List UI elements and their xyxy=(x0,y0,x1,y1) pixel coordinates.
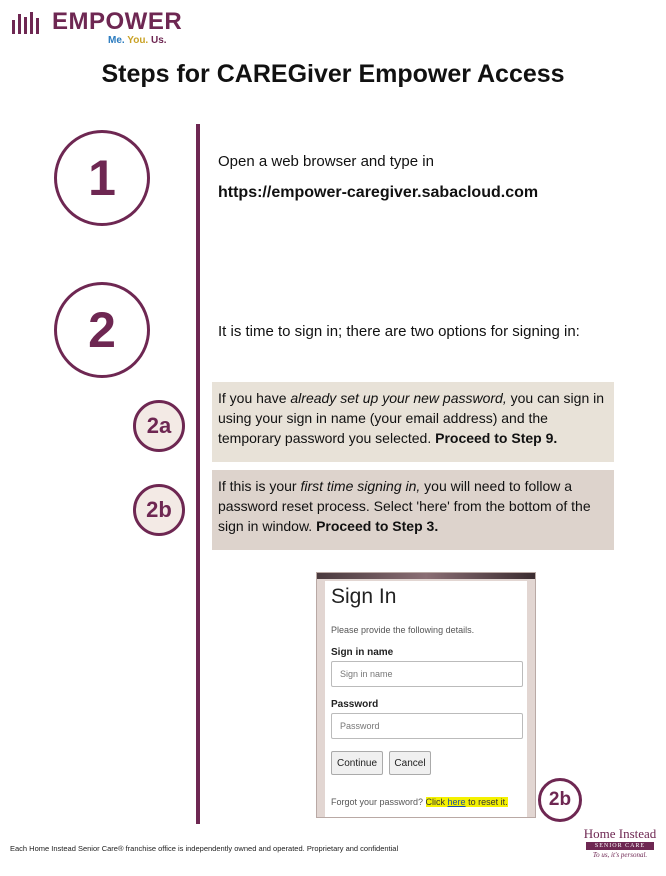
step-2b-box: If this is your first time signing in, you will need to follow a password reset process. Select 'here' from the bottom of the sign in window. Proceed to Step 3. xyxy=(212,470,614,550)
signin-2b-badge: 2b xyxy=(538,778,582,822)
step-2-instruction: It is time to sign in; there are two options for signing in: xyxy=(218,323,580,340)
step-2-badge: 2 xyxy=(54,282,150,378)
signin-title: Sign In xyxy=(331,585,397,608)
step-2a-box: If you have already set up your new password, you can sign in using your sign in name (your email address) and the temporary password you selected. Proceed to Step 9. xyxy=(212,382,614,462)
step-2a-badge: 2a xyxy=(133,400,185,452)
cancel-button[interactable]: Cancel xyxy=(389,751,431,775)
page-title: Steps for CAREGiver Empower Access xyxy=(101,60,565,88)
logo-word: EMPOWER xyxy=(52,8,183,35)
password-input[interactable]: Password xyxy=(331,713,523,739)
signin-panel xyxy=(325,581,527,817)
step-1-url[interactable]: https://empower-caregiver.sabacloud.com xyxy=(218,184,539,201)
password-label: Password xyxy=(331,699,379,710)
bars-icon xyxy=(12,12,52,34)
step-2b-badge: 2b xyxy=(133,484,185,536)
timeline-line xyxy=(196,124,200,824)
reset-here-link[interactable]: here xyxy=(447,797,466,807)
signin-description: Please provide the following details. xyxy=(331,625,475,635)
step-1-badge: 1 xyxy=(54,130,150,226)
footer-disclaimer: Each Home Instead Senior Care® franchise office is independently owned and operated. Proprietary and confidential xyxy=(10,844,399,853)
logo-tagline: Me. You. Us. xyxy=(108,35,167,46)
continue-button[interactable]: Continue xyxy=(331,751,383,775)
forgot-password-text: Forgot your password? Click here to reset it. xyxy=(331,797,508,807)
signin-screenshot xyxy=(316,572,536,818)
signin-name-input[interactable]: Sign in name xyxy=(331,661,523,687)
empower-logo xyxy=(10,8,183,48)
screenshot-header-strip xyxy=(317,573,535,579)
step-1-instruction: Open a web browser and type in xyxy=(218,153,434,170)
home-instead-logo: Home Instead SENIOR CARE To us, it's personal. xyxy=(583,826,657,859)
signin-name-label: Sign in name xyxy=(331,647,394,658)
